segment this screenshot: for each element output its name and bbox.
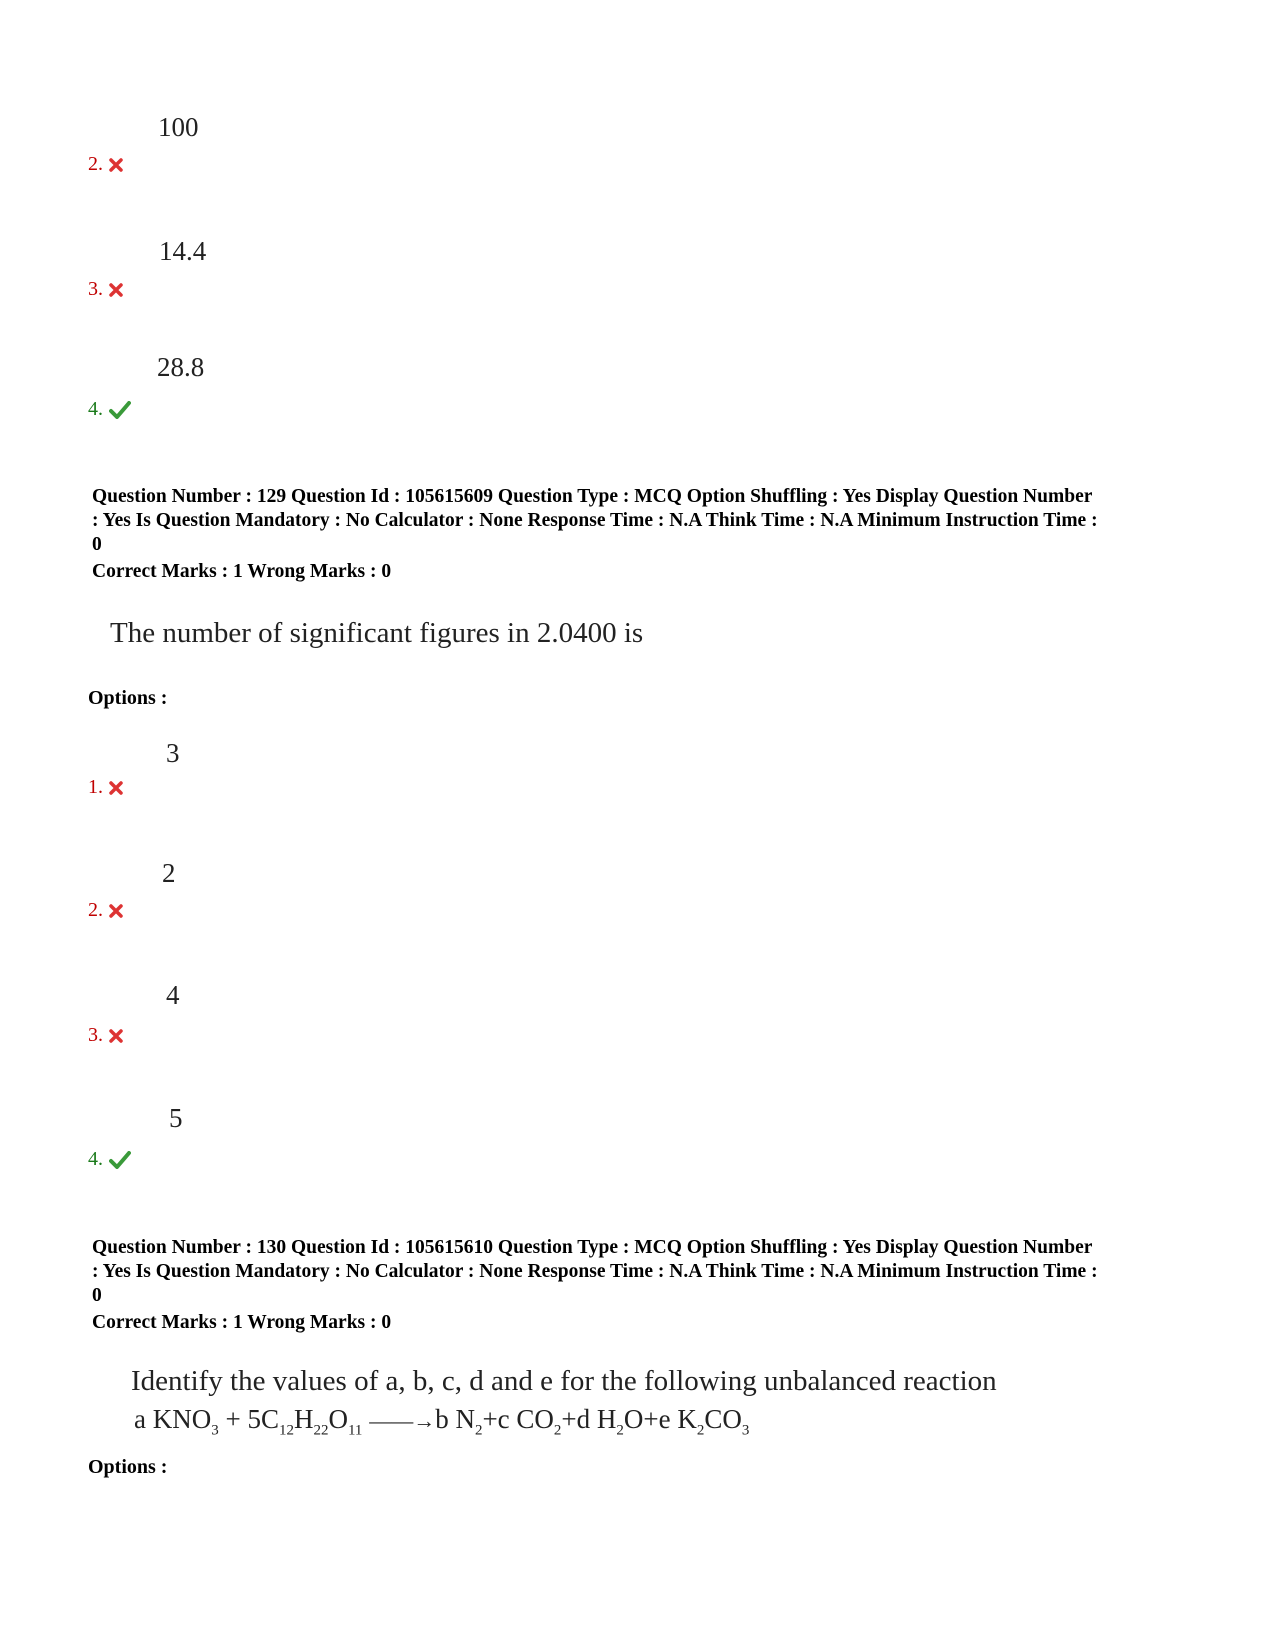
correct-check-icon	[109, 1151, 131, 1169]
correct-check-icon	[109, 401, 131, 419]
option-3-value: 14.4	[159, 236, 207, 266]
option-number: 2.	[88, 899, 103, 921]
meta-line-1: Question Number : 130 Question Id : 105615610 Question Type : MCQ Option Shuffling : Yes Display Question Number	[92, 1237, 1093, 1258]
option-4-value: 28.8	[157, 352, 205, 382]
eq-term-sucrose: + 5C	[218, 1404, 279, 1434]
eq-element: O	[328, 1404, 348, 1434]
option-number: 4.	[88, 1148, 103, 1170]
reaction-arrow: ——→	[369, 1408, 436, 1433]
q129-option-4-value: 5	[169, 1103, 183, 1133]
q129-option-2-value: 2	[162, 858, 176, 888]
question-129-text: The number of significant figures in 2.0400 is	[110, 617, 644, 649]
eq-sub: 2	[696, 1422, 705, 1439]
eq-term-a: a KNO	[134, 1404, 212, 1434]
eq-sub: 2	[474, 1422, 483, 1439]
chemical-equation	[134, 1404, 749, 1439]
q129-option-1-marker	[88, 776, 123, 799]
eq-term-e: +e K	[643, 1404, 697, 1434]
eq-term-b: b N	[435, 1404, 475, 1434]
eq-sub: 3	[211, 1422, 219, 1439]
meta-line-3: 0	[92, 1285, 102, 1306]
meta-line-1: Question Number : 129 Question Id : 105615609 Question Type : MCQ Option Shuffling : Yes Display Question Number	[92, 486, 1093, 507]
eq-sub: 2	[553, 1422, 562, 1439]
meta-line-2: : Yes Is Question Mandatory : No Calculator : None Response Time : N.A Think Time : N.A Minimum Instruction Time :	[92, 1261, 1098, 1282]
eq-term-d: +d H	[561, 1404, 617, 1434]
wrong-cross-icon	[109, 1029, 123, 1043]
question-129-meta	[92, 485, 1202, 584]
eq-element: CO	[704, 1404, 742, 1434]
options-label: Options :	[88, 687, 168, 709]
option-number: 2.	[88, 153, 103, 175]
eq-element: H	[293, 1404, 314, 1434]
option-4-marker	[88, 398, 131, 421]
wrong-cross-icon	[109, 904, 123, 918]
marks-line: Correct Marks : 1 Wrong Marks : 0	[92, 561, 392, 582]
eq-term-c: +c CO	[482, 1404, 554, 1434]
eq-sub: 3	[741, 1422, 750, 1439]
meta-line-2: : Yes Is Question Mandatory : No Calculator : None Response Time : N.A Think Time : N.A Minimum Instruction Time :	[92, 510, 1098, 531]
q129-option-2-marker	[88, 899, 123, 922]
wrong-cross-icon	[109, 158, 123, 172]
eq-sub: 11	[347, 1422, 363, 1439]
question-130-text: Identify the values of a, b, c, d and e for the following unbalanced reaction	[131, 1365, 997, 1397]
option-2-value: 100	[158, 112, 199, 142]
options-label: Options :	[88, 1456, 168, 1478]
question-130-meta	[92, 1236, 1202, 1335]
wrong-cross-icon	[109, 781, 123, 795]
q129-option-4-marker	[88, 1148, 131, 1171]
marks-line: Correct Marks : 1 Wrong Marks : 0	[92, 1312, 392, 1333]
option-number: 4.	[88, 398, 103, 420]
q129-option-1-value: 3	[166, 738, 180, 768]
option-number: 3.	[88, 1024, 103, 1046]
q129-option-3-value: 4	[166, 980, 180, 1010]
eq-element: O	[623, 1404, 644, 1434]
option-number: 3.	[88, 278, 103, 300]
option-number: 1.	[88, 776, 103, 798]
eq-sub: 22	[313, 1422, 329, 1439]
option-3-marker	[88, 278, 123, 301]
q129-option-3-marker	[88, 1024, 123, 1047]
wrong-cross-icon	[109, 283, 123, 297]
option-2-marker	[88, 153, 123, 176]
eq-sub: 12	[278, 1422, 294, 1439]
meta-line-3: 0	[92, 534, 102, 555]
eq-sub: 2	[616, 1422, 624, 1439]
